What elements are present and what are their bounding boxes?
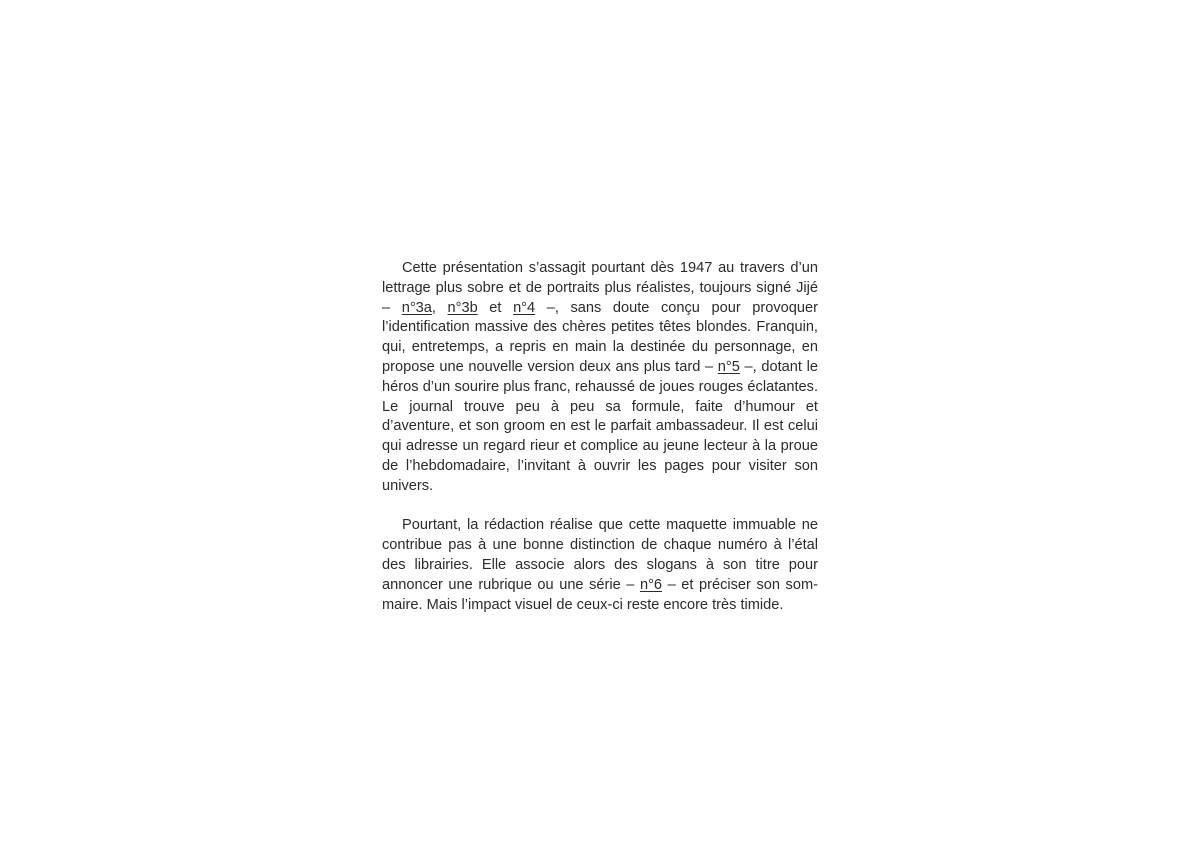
paragraph-2-text: – et préciser son sommaire. Mais l’impact visuel de ceux-ci reste encore très timide.: [382, 576, 818, 613]
figure-ref-3b[interactable]: n°3b: [447, 299, 478, 316]
figure-ref-6[interactable]: n°6: [639, 576, 663, 593]
paragraph-1-text: Cette présentation s’assagit pourtant dès 1947 au travers d’un lettrage plus sobre et de portraits plus réalistes, toujours signé Jijé –: [382, 260, 818, 316]
figure-ref-3a[interactable]: n°3a: [401, 299, 432, 316]
paragraph-1-text: et: [477, 299, 514, 316]
body-text: [382, 259, 818, 615]
paragraph-1-text: –, sans doute conçu pour provoquer l’identification massive des chères petites têtes blondes. Franquin, qui, entretemps, a repris en main la destinée du personnage, en propose une nouvelle version deux ans plus tard –: [382, 299, 819, 375]
paragraph-1: [382, 259, 818, 497]
figure-ref-4[interactable]: n°4: [513, 299, 536, 316]
paragraph-1-text: ,: [431, 299, 448, 316]
paragraph-2: [382, 516, 818, 615]
figure-ref-5[interactable]: n°5: [717, 358, 740, 375]
paragraph-2-text: Pourtant, la rédaction réalise que cette maquette immuable ne contribue pas à une bonne distinction de chaque numéro à l’étal des librairies. Elle associe alors des slogans à son titre pour annoncer une rubrique ou une série –: [382, 517, 818, 593]
paragraph-1-text: –, dotant le héros d’un sourire plus franc, rehaussé de joues rouges éclatantes. Le journal trouve peu à peu sa formule, faite d’humour et d’aventure, et son groom en est le parfait ambassadeur. Il est celui qui adresse un regard rieur et complice au jeune lecteur à la proue de l’hebdomadaire, l’invitant à ouvrir les pages pour visiter son univers.: [382, 358, 818, 494]
